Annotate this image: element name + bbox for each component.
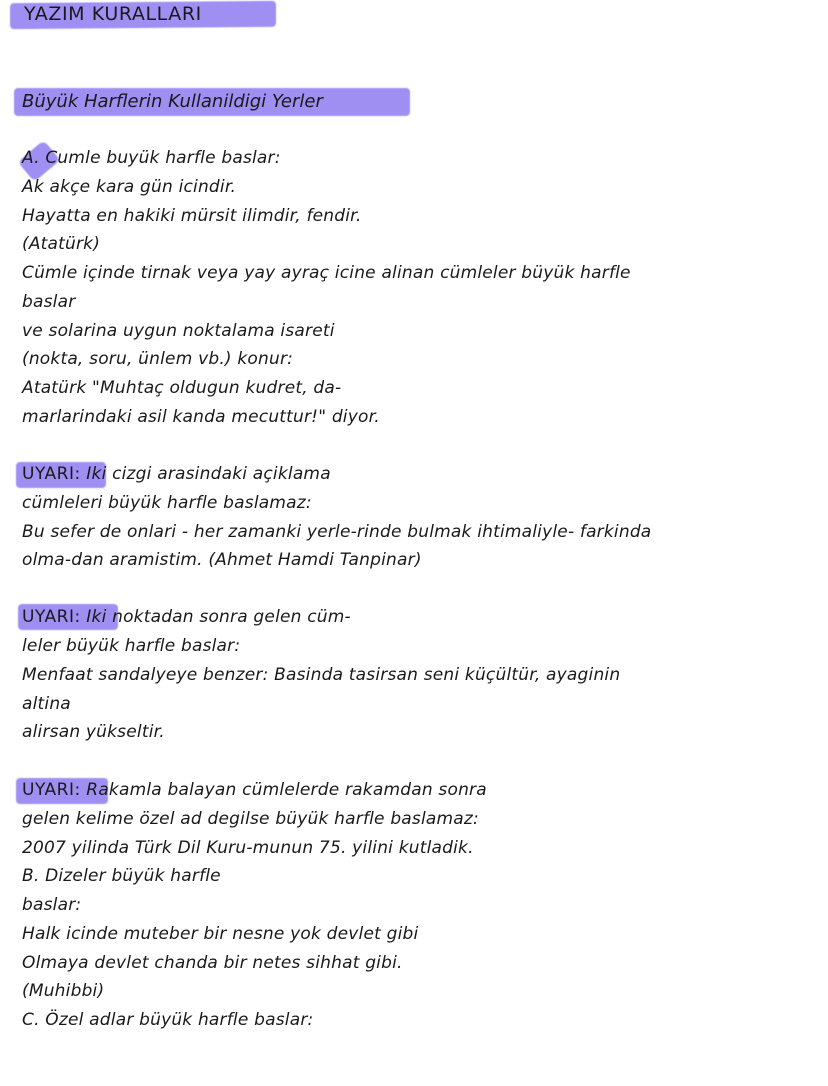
section-a-line: Ak akçe kara gün icindir. [22, 177, 237, 197]
warning-2-heading [22, 603, 351, 632]
warning-label: UYARI: [22, 464, 81, 484]
section-a-line: Cümle içinde tirnak veya yay ayraç icine alinan cümleler büyük harfle [22, 263, 631, 283]
warning-text: Iki cizgi arasindaki açiklama [80, 464, 331, 484]
section-a-line: Hayatta en hakiki mürsit ilimdir, fendir. [22, 206, 362, 226]
section-a-line: (Atatürk) [22, 234, 101, 254]
warning-text: Iki noktadan sonra gelen cüm- [80, 607, 351, 627]
warning-2-line: leler büyük harfle baslar: [22, 636, 241, 656]
page-title: YAZIM KURALLARI [24, 3, 202, 25]
section-a-line: baslar [22, 292, 76, 312]
section-b-line: Olmaya devlet chanda bir netes sihhat gibi. [22, 953, 403, 973]
page-subtitle: Büyük Harflerin Kullanildigi Yerler [22, 91, 323, 112]
section-a-line: Atatürk "Muhtaç oldugun kudret, da- [22, 378, 342, 398]
section-b-line: (Muhibbi) [22, 981, 105, 1001]
section-b-heading: B. Dizeler büyük harfle [22, 866, 221, 886]
warning-1-line: olma-dan aramistim. (Ahmet Hamdi Tanpinar) [22, 550, 422, 570]
warning-3-line: gelen kelime özel ad degilse büyük harfle baslamaz: [22, 809, 479, 829]
warning-2-line: Menfaat sandalyeye benzer: Basinda tasirsan seni küçültür, ayaginin [22, 665, 621, 685]
warning-1-line: cümleleri büyük harfle baslamaz: [22, 493, 312, 513]
warning-2-line: alirsan yükseltir. [22, 722, 165, 742]
warning-2-line: altina [22, 694, 71, 714]
warning-1-heading [22, 460, 331, 489]
section-b-line: baslar: [22, 895, 82, 915]
warning-label: UYARI: [22, 780, 81, 800]
warning-3-line: 2007 yilinda Türk Dil Kuru-munun 75. yilini kutladik. [22, 838, 474, 858]
section-a-heading: A. Cumle buyük harfle baslar: [22, 148, 281, 168]
warning-3-heading [22, 776, 487, 805]
section-a-line: (nokta, soru, ünlem vb.) konur: [22, 349, 294, 369]
warning-label: UYARI: [22, 607, 81, 627]
section-a-line: marlarindaki asil kanda mecuttur!" diyor. [22, 407, 380, 427]
section-a-line: ve solarina uygun noktalama isareti [22, 321, 335, 341]
section-b-line: Halk icinde muteber bir nesne yok devlet gibi [22, 924, 419, 944]
warning-1-line: Bu sefer de onlari - her zamanki yerle-rinde bulmak ihtimaliyle- farkinda [22, 522, 652, 542]
warning-text: Rakamla balayan cümlelerde rakamdan sonra [80, 780, 487, 800]
section-c-heading: C. Özel adlar büyük harfle baslar: [22, 1010, 314, 1030]
